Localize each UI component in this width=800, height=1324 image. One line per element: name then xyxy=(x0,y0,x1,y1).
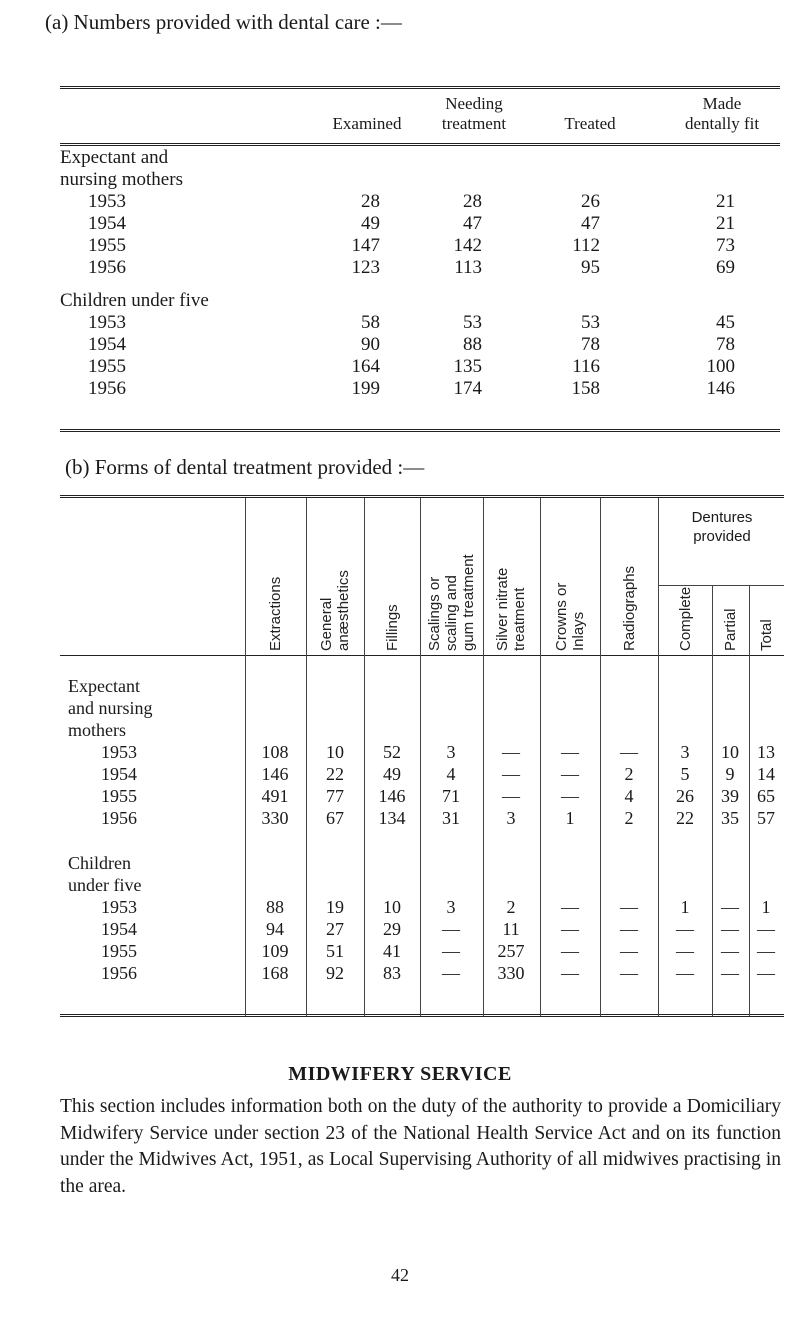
table-b-cell: 71 xyxy=(442,786,460,806)
table-b-cell: 3 xyxy=(446,742,456,762)
table-b-year: 1953 xyxy=(101,897,137,917)
table-a-cell: 116 xyxy=(572,356,600,377)
table-b-column-header: Scalings or xyxy=(425,576,443,651)
table-b-cell: 2 xyxy=(624,808,634,828)
table-a-column-header: Needing xyxy=(445,94,503,113)
table-b-cell: — xyxy=(561,919,579,939)
table-b-cell: 67 xyxy=(326,808,344,828)
table-b-cell: 11 xyxy=(502,919,520,939)
table-b-column-divider xyxy=(364,498,365,1016)
table-b-cell: 13 xyxy=(757,742,775,762)
table-b-column-divider xyxy=(483,498,484,1016)
table-a-cell: 78 xyxy=(716,334,735,355)
table-a-cell: 21 xyxy=(716,213,735,234)
table-b-cell: — xyxy=(561,941,579,961)
table-a-cell: 112 xyxy=(572,235,600,256)
table-b-cell: — xyxy=(721,963,739,983)
table-b-cell: — xyxy=(620,919,638,939)
table-a-cell: 53 xyxy=(581,312,600,333)
table-a-year: 1953 xyxy=(88,191,126,212)
table-a-year: 1955 xyxy=(88,235,126,256)
table-a-cell: 49 xyxy=(361,213,380,234)
table-a-group-label: nursing mothers xyxy=(60,169,183,190)
table-b-cell: 26 xyxy=(676,786,694,806)
table-b-year: 1955 xyxy=(101,786,137,806)
table-a-group-label: Children under five xyxy=(60,290,209,311)
table-b-cell: 57 xyxy=(757,808,775,828)
table-b-cell: 10 xyxy=(721,742,739,762)
dentures-heading-line-2: provided xyxy=(693,528,751,545)
table-b-cell: 9 xyxy=(725,764,735,784)
table-b-column-header: Silver nitrate xyxy=(494,567,511,651)
table-a-column-header: Examined xyxy=(332,114,402,133)
dentures-heading-line-1: Dentures xyxy=(691,509,753,526)
table-b-cell: 29 xyxy=(383,919,401,939)
midwifery-service-heading: MIDWIFERY SERVICE xyxy=(288,1063,512,1085)
table-b-column-header: treatment xyxy=(511,587,528,651)
table-b-column-header: Extractions xyxy=(266,576,284,651)
table-a-cell: 135 xyxy=(453,356,482,377)
table-b-cell: 10 xyxy=(326,742,344,762)
table-b-column-header: Complete xyxy=(676,586,694,651)
table-b-cell: 52 xyxy=(383,742,401,762)
table-b-year: 1955 xyxy=(101,941,137,961)
table-b-cell: 5 xyxy=(680,764,690,784)
table-b-cell: 94 xyxy=(266,919,284,939)
table-b-cell: — xyxy=(676,919,694,939)
table-b-year: 1953 xyxy=(101,742,137,762)
table-b-cell: — xyxy=(620,742,638,762)
table-b-top-rule xyxy=(60,495,784,498)
table-b-cell: 257 xyxy=(497,941,525,961)
table-a-cell: 146 xyxy=(706,378,735,399)
table-b-group-label: and nursing xyxy=(68,698,153,718)
table-a-cell: 47 xyxy=(463,213,482,234)
table-b-cell: 2 xyxy=(506,897,516,917)
table-a-cell: 113 xyxy=(454,257,482,278)
table-b-column-header: Total xyxy=(757,619,775,651)
table-b-column-divider xyxy=(420,498,421,1016)
table-a-cell: 45 xyxy=(716,312,735,333)
table-b-bottom-rule xyxy=(60,1014,784,1017)
table-b-cell: 330 xyxy=(261,808,289,828)
table-b-cell: 3 xyxy=(446,897,456,917)
table-b-column-header: gum treatment xyxy=(459,554,477,651)
table-b-column-header: Inlays xyxy=(570,611,587,651)
table-b-cell: — xyxy=(561,742,579,762)
table-b-cell: 10 xyxy=(383,897,401,917)
table-b-cell: 77 xyxy=(326,786,344,806)
table-b-column-header: Radiographs xyxy=(620,565,638,651)
table-a-cell: 73 xyxy=(716,235,735,256)
table-b-column-header: scaling and xyxy=(442,575,460,651)
table-b-year: 1954 xyxy=(101,764,137,784)
table-b-cell: 31 xyxy=(442,808,460,828)
table-b-cell: — xyxy=(561,963,579,983)
table-b-cell: 108 xyxy=(261,742,289,762)
table-b-cell: 41 xyxy=(383,941,401,961)
table-b-cell: — xyxy=(502,786,520,806)
table-b-column-header: anæsthetics xyxy=(335,570,352,651)
table-b-year: 1956 xyxy=(101,963,137,983)
table-b-cell: 146 xyxy=(378,786,406,806)
table-a-cell: 123 xyxy=(351,257,380,278)
table-a-column-header: treatment xyxy=(441,114,507,133)
table-a-column-header: dentally fit xyxy=(684,114,760,133)
table-b-cell: 92 xyxy=(326,963,344,983)
midwifery-service-paragraph: This section includes information both on the duty of the authority to provide a Domiciliary Midwifery Service under section 23 of the National Health Service Act and on its function under the Midwives Act, 1951, as Local Supervising Authority of all midwives practising in the area. xyxy=(60,1096,781,1197)
table-b-column-divider xyxy=(600,498,601,1016)
table-b-cell: — xyxy=(676,941,694,961)
table-b-cell: — xyxy=(757,941,775,961)
table-b-cell: — xyxy=(502,764,520,784)
table-b-cell: 22 xyxy=(676,808,694,828)
table-b-cell: — xyxy=(502,742,520,762)
table-a-cell: 158 xyxy=(571,378,600,399)
section-b-caption: (b) Forms of dental treatment provided :— xyxy=(65,455,425,479)
table-b-group-label: Expectant xyxy=(68,676,140,696)
table-a-year: 1953 xyxy=(88,312,126,333)
table-a-cell: 28 xyxy=(361,191,380,212)
table-b-cell: 27 xyxy=(326,919,344,939)
table-a-cell: 78 xyxy=(581,334,600,355)
table-b-column-divider xyxy=(540,498,541,1016)
table-b-cell: 146 xyxy=(261,764,289,784)
table-a-year: 1956 xyxy=(88,378,126,399)
table-a-cell: 142 xyxy=(453,235,482,256)
table-b-year: 1954 xyxy=(101,919,137,939)
table-a-cell: 199 xyxy=(351,378,380,399)
table-a-cell: 53 xyxy=(463,312,482,333)
table-b-cell: — xyxy=(620,963,638,983)
table-a-cell: 28 xyxy=(463,191,482,212)
table-b-cell: 1 xyxy=(565,808,575,828)
table-b-cell: 3 xyxy=(680,742,690,762)
table-a-bottom-rule xyxy=(60,429,780,432)
table-b-cell: 1 xyxy=(680,897,690,917)
table-a-cell: 88 xyxy=(463,334,482,355)
table-b-cell: — xyxy=(620,897,638,917)
table-b-column-header: Crowns or xyxy=(553,582,570,651)
table-b-cell: 51 xyxy=(326,941,344,961)
table-a-cell: 90 xyxy=(361,334,380,355)
table-b-cell: 14 xyxy=(757,764,775,784)
table-b-cell: — xyxy=(442,919,460,939)
table-a-cell: 174 xyxy=(453,378,482,399)
table-b-column-header: General xyxy=(318,597,335,651)
table-b-cell: — xyxy=(561,897,579,917)
table-a-cell: 58 xyxy=(361,312,380,333)
table-b-cell: 4 xyxy=(446,764,456,784)
table-b-group-label: under five xyxy=(68,875,142,895)
table-b-cell: 168 xyxy=(261,963,289,983)
section-a-caption: (a) Numbers provided with dental care :— xyxy=(45,10,402,34)
table-a-year: 1954 xyxy=(88,213,126,234)
table-a-column-header: Made xyxy=(702,94,742,113)
table-b-cell: — xyxy=(442,941,460,961)
table-b-cell: — xyxy=(561,786,579,806)
table-b-column-divider xyxy=(245,498,246,1016)
table-a-cell: 69 xyxy=(716,257,735,278)
table-b-cell: 330 xyxy=(497,963,525,983)
table-b-group-label: mothers xyxy=(68,720,126,740)
table-a-cell: 47 xyxy=(581,213,600,234)
table-b-header-rule xyxy=(60,655,784,656)
table-b-cell: — xyxy=(676,963,694,983)
table-a-cell: 26 xyxy=(581,191,600,212)
table-b-column-header: Fillings xyxy=(383,604,401,651)
table-a-year: 1954 xyxy=(88,334,126,355)
table-b-column-divider xyxy=(658,498,659,1016)
table-b-cell: 3 xyxy=(506,808,516,828)
table-b-cell: 83 xyxy=(383,963,401,983)
table-b-cell: 2 xyxy=(624,764,634,784)
table-a-cell: 95 xyxy=(581,257,600,278)
page-number: 42 xyxy=(391,1265,409,1285)
table-b-cell: 4 xyxy=(624,786,634,806)
table-b-cell: 35 xyxy=(721,808,739,828)
table-a-cell: 21 xyxy=(716,191,735,212)
table-b-cell: 49 xyxy=(383,764,401,784)
table-b-cell: 88 xyxy=(266,897,284,917)
table-b-cell: — xyxy=(721,897,739,917)
table-a-group-label: Expectant and xyxy=(60,147,169,168)
table-b-year: 1956 xyxy=(101,808,137,828)
table-b-cell: — xyxy=(757,919,775,939)
table-b-cell: 22 xyxy=(326,764,344,784)
dentures-provided-heading xyxy=(660,508,784,546)
table-b-cell: — xyxy=(442,963,460,983)
table-a-cell: 147 xyxy=(351,235,380,256)
table-b-cell: 109 xyxy=(261,941,289,961)
table-b-cell: 19 xyxy=(326,897,344,917)
table-a-cell: 164 xyxy=(351,356,380,377)
table-b-cell: 1 xyxy=(761,897,771,917)
table-b-cell: — xyxy=(721,941,739,961)
table-b-cell: 134 xyxy=(378,808,406,828)
table-a-year: 1955 xyxy=(88,356,126,377)
table-b-cell: — xyxy=(561,764,579,784)
table-b-cell: 491 xyxy=(261,786,289,806)
table-b-cell: 39 xyxy=(721,786,739,806)
table-a-column-header: Treated xyxy=(564,114,616,133)
table-a-cell: 100 xyxy=(706,356,735,377)
table-b-cell: — xyxy=(620,941,638,961)
table-b-group-label: Children xyxy=(68,853,131,873)
table-b-cell: — xyxy=(757,963,775,983)
table-b-cell: 65 xyxy=(757,786,775,806)
table-b-cell: — xyxy=(721,919,739,939)
table-b-column-header: Partial xyxy=(721,608,739,651)
table-a-year: 1956 xyxy=(88,257,126,278)
table-b-column-divider xyxy=(306,498,307,1016)
